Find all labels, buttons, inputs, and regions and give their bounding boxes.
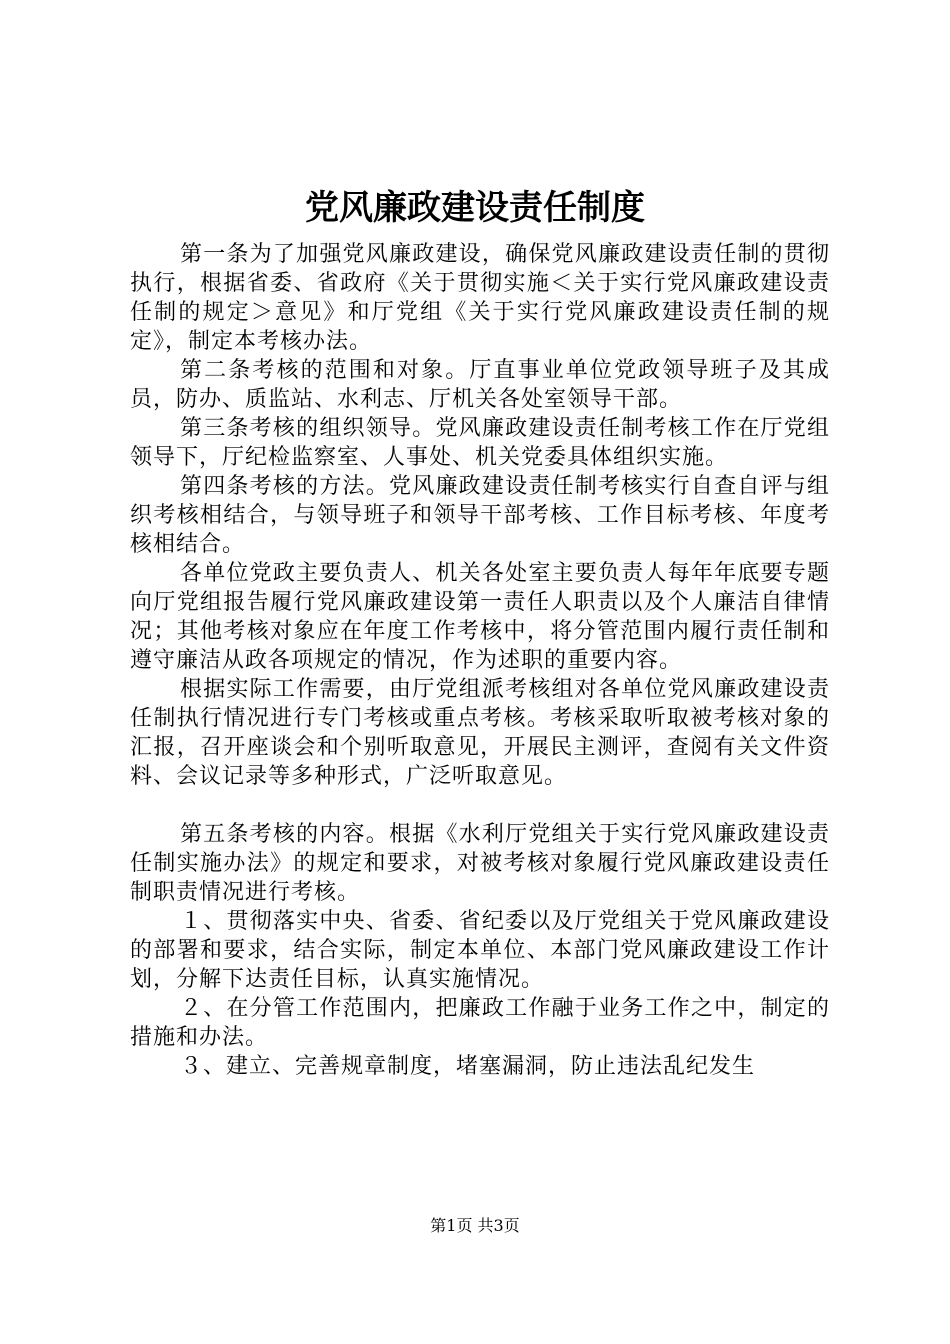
- paragraph-annual-report: 各单位党政主要负责人、机关各处室主要负责人每年年底要专题向厅党组报告履行党风廉政建设第一责任人职责以及个人廉洁自律情况；其他考核对象应在年度工作考核中，将分管范围内履行责任制和遵守廉洁从政各项规定的情况，作为述职的重要内容。: [130, 561, 830, 673]
- paragraph-spacer: [130, 791, 830, 820]
- document-title: 党风廉政建设责任制度: [305, 188, 645, 228]
- paragraph-article-3: 第三条考核的组织领导。党风廉政建设责任制考核工作在厅党组领导下，厅纪检监察室、人事处、机关党委具体组织实施。: [130, 416, 830, 470]
- page-footer: 第1页 共3页: [430, 1216, 520, 1235]
- paragraph-article-5: 第五条考核的内容。根据《水利厅党组关于实行党风廉政建设责任制实施办法》的规定和要求，对被考核对象履行党风廉政建设责任制职责情况进行考核。: [130, 822, 830, 905]
- paragraph-article-1: 第一条为了加强党风廉政建设，确保党风廉政建设责任制的贯彻执行，根据省委、省政府《关于贯彻实施＜关于实行党风廉政建设责任制的规定＞意见》和厅党组《关于实行党风廉政建设责任制的规定》，制定本考核办法。: [130, 242, 830, 354]
- paragraph-article-2: 第二条考核的范围和对象。厅直事业单位党政领导班子及其成员，防办、质监站、水利志、厅机关各处室领导干部。: [130, 358, 830, 412]
- paragraph-article-4: 第四条考核的方法。党风廉政建设责任制考核实行自查自评与组织考核相结合，与领导班子和领导干部考核、工作目标考核、年度考核相结合。: [130, 474, 830, 557]
- paragraph-item-3: ３、建立、完善规章制度，堵塞漏洞，防止违法乱纪发生: [180, 1054, 756, 1079]
- paragraph-inspection: 根据实际工作需要，由厅党组派考核组对各单位党风廉政建设责任制执行情况进行专门考核或重点考核。考核采取听取被考核对象的汇报，召开座谈会和个别听取意见，开展民主测评，查阅有关文件资料、会议记录等多种形式，广泛听取意见。: [130, 677, 830, 789]
- paragraph-item-1: １、贯彻落实中央、省委、省纪委以及厅党组关于党风廉政建设的部署和要求，结合实际，制定本单位、本部门党风廉政建设工作计划，分解下达责任目标，认真实施情况。: [130, 909, 830, 992]
- document-body: [130, 240, 830, 1081]
- paragraph-item-2: ２、在分管工作范围内，把廉政工作融于业务工作之中，制定的措施和办法。: [130, 996, 830, 1050]
